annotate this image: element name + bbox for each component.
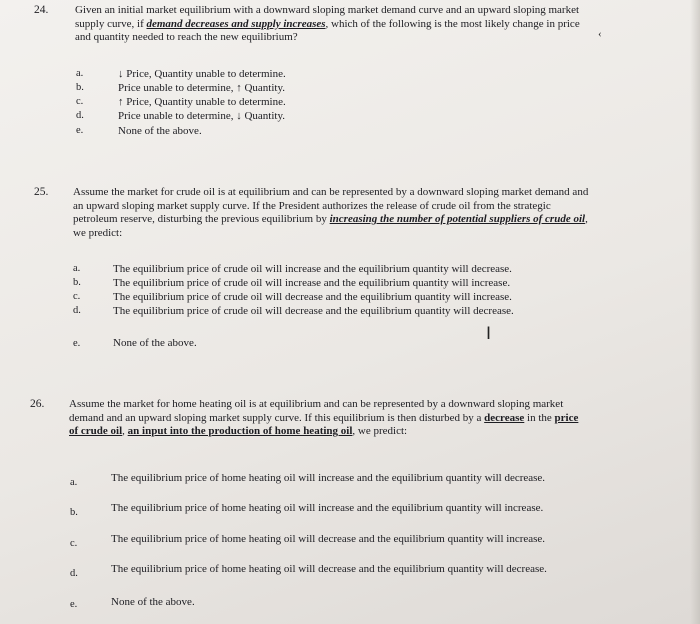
question-26-number: 26.	[30, 398, 45, 410]
q26-option-d: The equilibrium price of home heating oil will decrease and the equilibrium quantity will decrease.	[111, 563, 547, 575]
q25-option-c: The equilibrium price of crude oil will decrease and the equilibrium quantity will increase.	[113, 291, 512, 303]
q25-option-letter-c: c.	[73, 291, 81, 302]
q24-option-letter-b: b.	[76, 82, 84, 93]
question-24-number: 24.	[34, 4, 49, 16]
q25-option-letter-a: a.	[73, 263, 81, 274]
q26-option-letter-a: a.	[70, 477, 78, 488]
page-edge-shadow	[690, 0, 700, 624]
question-26-emphasis-price: price of crude oil	[69, 411, 579, 437]
question-26-stem: Assume the market for home heating oil is at equilibrium and can be represented by a downward sloping market demand and an upward sloping market supply curve. If this equilibrium is then disturbed by a decrease in the price of crude oil, an input into the production of home heating oil, we predict:	[69, 398, 579, 437]
q25-option-b: The equilibrium price of crude oil will increase and the equilibrium quantity will increase.	[113, 277, 511, 289]
question-25-stem: Assume the market for crude oil is at equilibrium and can be represented by a downward sloping market demand and an upward sloping market supply curve. If the President authorizes the release of crude oil from the strategic petroleum reserve, disturbing the previous equilibrium by increasing the number of potential suppliers of crude oil, we predict:	[73, 186, 589, 239]
q25-option-letter-d: d.	[73, 305, 81, 316]
edge-mark: ‹	[598, 28, 602, 40]
q25-option-e: None of the above.	[113, 337, 197, 349]
question-24-emphasis: demand decreases and supply increases	[146, 17, 326, 30]
q26-option-e: None of the above.	[111, 596, 195, 608]
q24-option-letter-e: e.	[76, 125, 84, 136]
q25-option-d: The equilibrium price of crude oil will decrease and the equilibrium quantity will decrease.	[113, 305, 514, 317]
question-25-number: 25.	[34, 186, 49, 198]
text-cursor-icon: I	[486, 324, 492, 344]
q24-option-a: ↓ Price, Quantity unable to determine.	[118, 68, 286, 80]
question-26-emphasis-decrease: decrease	[484, 411, 525, 424]
question-25-emphasis: increasing the number of potential suppliers of crude oil	[329, 213, 586, 225]
q26-option-c: The equilibrium price of home heating oil will decrease and the equilibrium quantity will increase.	[111, 533, 546, 545]
q24-option-letter-a: a.	[76, 68, 84, 79]
q26-option-letter-c: c.	[70, 538, 78, 549]
q24-option-c: ↑ Price, Quantity unable to determine.	[118, 96, 286, 108]
q24-option-letter-d: d.	[76, 110, 84, 121]
q26-option-letter-d: d.	[70, 568, 78, 579]
q26-option-letter-b: b.	[70, 507, 78, 518]
q26-option-a: The equilibrium price of home heating oil will increase and the equilibrium quantity will decrease.	[111, 472, 546, 484]
question-26-emphasis-input: an input into the production of home heating oil	[127, 425, 353, 437]
q25-option-letter-e: e.	[73, 338, 81, 349]
q26-option-b: The equilibrium price of home heating oil will increase and the equilibrium quantity will increase.	[111, 502, 544, 514]
q24-option-b: Price unable to determine, ↑ Quantity.	[118, 82, 285, 94]
q25-option-a: The equilibrium price of crude oil will increase and the equilibrium quantity will decrease.	[113, 263, 512, 275]
q24-option-e: None of the above.	[118, 125, 202, 137]
question-24-stem: Given an initial market equilibrium with a downward sloping market demand curve and an upward sloping market supply curve, if demand decreases and supply increases, which of the following is the most likely change in price and quantity needed to reach the new equilibrium?	[75, 4, 580, 43]
q26-option-letter-e: e.	[70, 599, 78, 610]
q25-option-letter-b: b.	[73, 277, 81, 288]
q24-option-d: Price unable to determine, ↓ Quantity.	[118, 110, 285, 122]
q24-option-letter-c: c.	[76, 96, 84, 107]
